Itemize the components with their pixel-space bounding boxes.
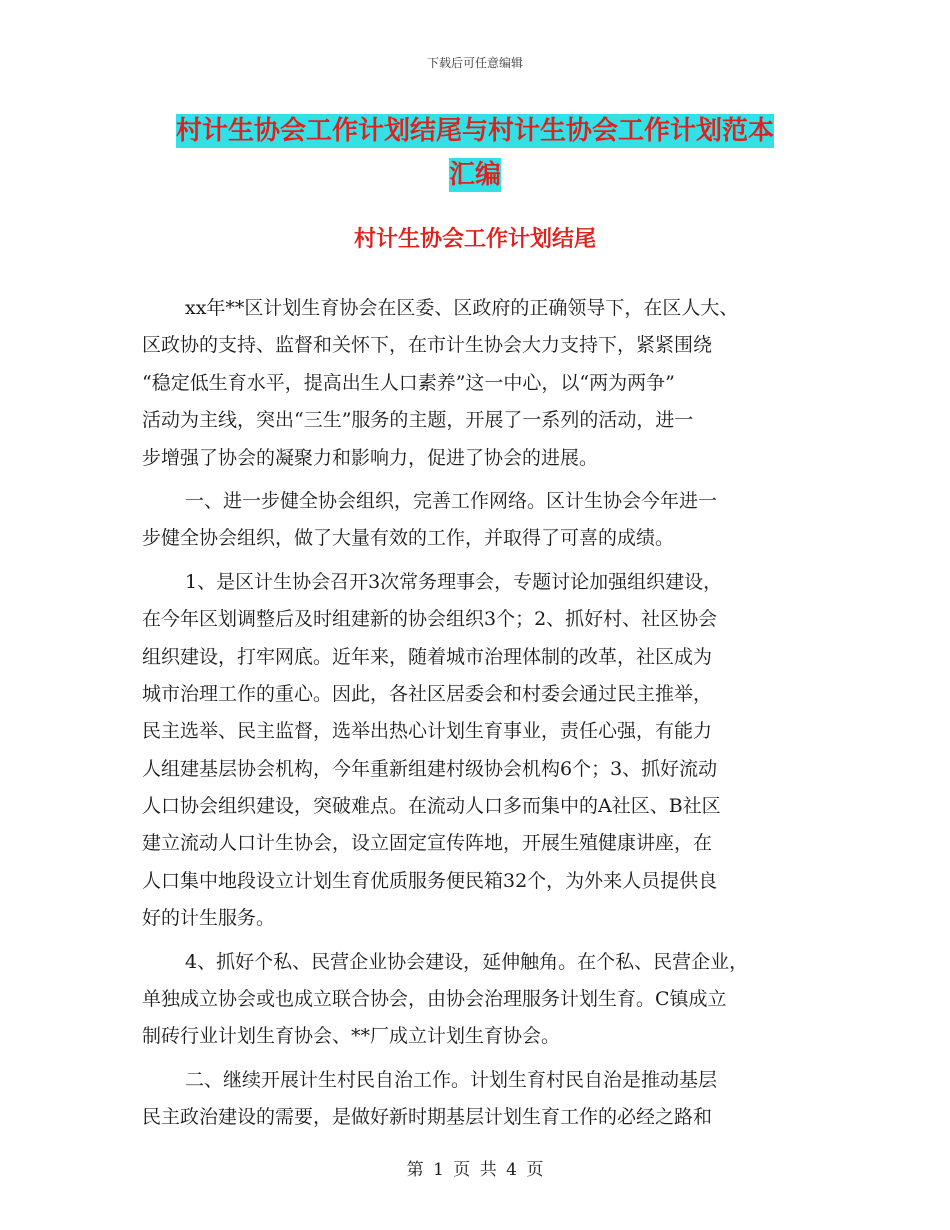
paragraph: [142, 483, 832, 558]
text-line: 一、进一步健全协会组织，完善工作网络。区计生协会今年进一: [185, 489, 718, 512]
text-line: 人口集中地段设立计划生育优质服务便民箱32个，为外来人员提供良: [142, 869, 718, 892]
text-line: “稳定低生育水平，提高出生人口素养”这一中心，以“两为两争”: [142, 371, 675, 394]
paragraph: [142, 290, 832, 477]
paragraph: [142, 564, 832, 938]
document-title-line-1: [0, 111, 950, 151]
text-line: 1、是区计生协会召开3次常务理事会，专题讨论加强组织建设，: [185, 570, 723, 593]
text-line: 活动为主线，突出“三生”服务的主题，开展了一系列的活动，进一: [142, 409, 694, 432]
text-line: 好的计生服务。: [142, 907, 276, 930]
title-highlight: 汇编: [448, 160, 501, 190]
paragraph: [142, 1062, 832, 1137]
text-line: xx年**区计划生育协会在区委、区政府的正确领导下，在区人大、: [185, 297, 739, 319]
text-line: 单独成立协会或也成立联合协会，由协会治理服务计划生育。C镇成立: [142, 988, 727, 1011]
title-highlight: 村计生协会工作计划结尾与村计生协会工作计划范本: [175, 116, 774, 146]
text-line: 区政协的支持、监督和关怀下，在市计生协会大力支持下，紧紧围绕: [142, 334, 713, 357]
text-line: 人口协会组织建设，突破难点。在流动人口多而集中的A社区、B社区: [142, 795, 721, 818]
text-line: 二、继续开展计生村民自治工作。计划生育村民自治是推动基层: [185, 1068, 718, 1091]
text-line: 城市治理工作的重心。因此，各社区居委会和村委会通过民主推举，: [142, 682, 713, 705]
document-title-line-2: [0, 155, 950, 195]
paragraph: [142, 944, 832, 1056]
text-line: 制砖行业计划生育协会、**厂成立计划生育协会。: [142, 1025, 561, 1048]
text-line: 步健全协会组织，做了大量有效的工作，并取得了可喜的成绩。: [142, 527, 675, 550]
page-footer: 第 1 页 共 4 页: [406, 1160, 544, 1180]
text-line: 建立流动人口计生协会，设立固定宣传阵地，开展生殖健康讲座，在: [142, 832, 713, 855]
text-line: 民主政治建设的需要，是做好新时期基层计划生育工作的必经之路和: [142, 1106, 713, 1129]
section-title: 村计生协会工作计划结尾: [353, 227, 596, 252]
text-line: 在今年区划调整后及时组建新的协会组织3个；2、抓好村、社区协会: [142, 608, 718, 631]
document-body: [142, 290, 832, 1137]
text-line: 民主选举、民主监督，选举出热心计划生育事业，责任心强，有能力: [142, 720, 713, 743]
text-line: 4、抓好个私、民营企业协会建设，延伸触角。在个私、民营企业，: [185, 950, 749, 973]
header-note: 下载后可任意编辑: [426, 56, 523, 70]
text-line: 步增强了协会的凝聚力和影响力，促进了协会的进展。: [142, 446, 599, 469]
text-line: 组织建设，打牢网底。近年来，随着城市治理体制的改革，社区成为: [142, 645, 713, 668]
text-line: 人组建基层协会机构，今年重新组建村级协会机构6个；3、抓好流动: [142, 757, 718, 780]
